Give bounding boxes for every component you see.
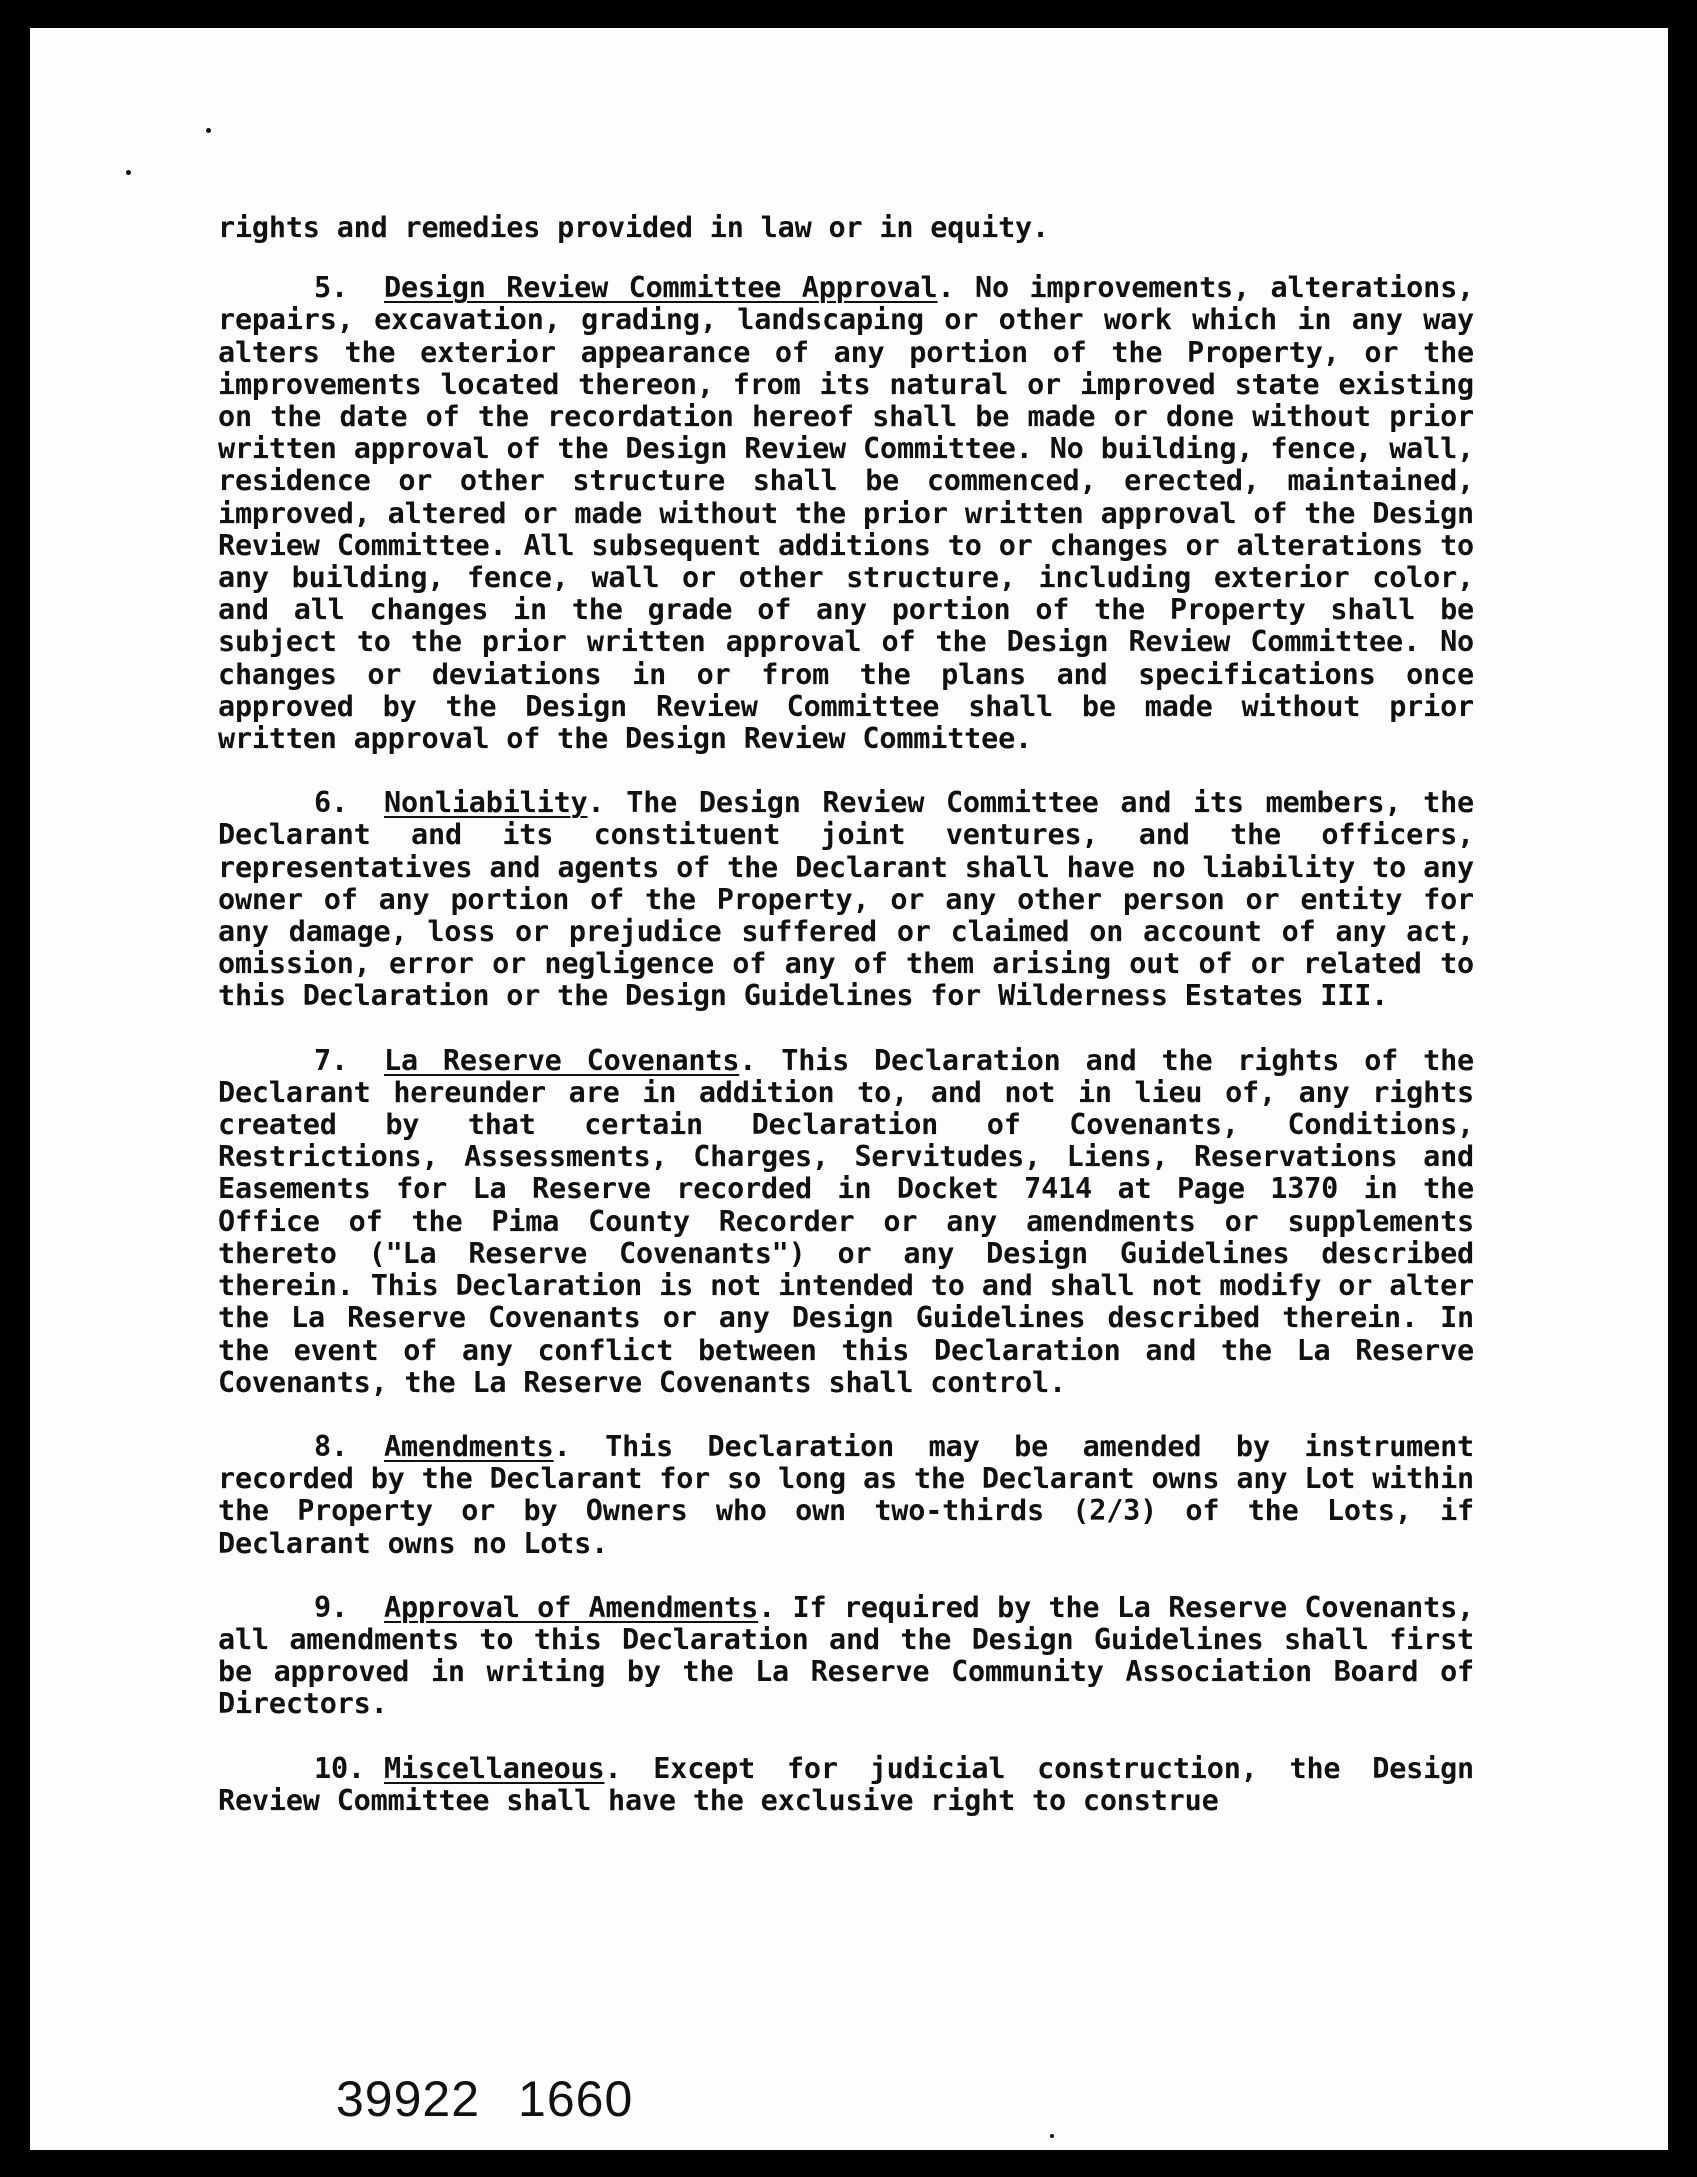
section-heading: Nonliability <box>384 786 588 820</box>
section-9 <box>218 1592 1474 1721</box>
section-8 <box>218 1431 1474 1560</box>
docket-number: 39922 <box>336 2071 481 2127</box>
section-number: 6. <box>314 786 348 820</box>
section-number: 9. <box>314 1590 348 1624</box>
section-number: 8. <box>314 1429 348 1463</box>
section-heading: La Reserve Covenants <box>384 1043 740 1077</box>
section-body: . This Declaration and the rights of the Declarant hereunder are in addition to, and not in lieu of, any rights created by that certain Declaration of Covenants, Conditions, Restrictions, Assessments, Charges, Servitudes, Liens, Reservations and Easements for La Reserve recorded in Docket 7414 at Page 1370 in the Office of the Pima County Recorder or any amendments or supplements thereto ("La Reserve Covenants") or any Design Guidelines described therein. This Declaration is not intended to and shall not modify or alter the La Reserve Covenants or any Design Guidelines described therein. In the event of any conflict between this Declaration and the La Reserve Covenants, the La Reserve Covenants shall control. <box>218 1043 1474 1399</box>
section-heading: Design Review Committee Approval <box>384 271 938 305</box>
document-body <box>218 212 1474 1849</box>
opening-line: rights and remedies provided in law or in equity. <box>218 211 1049 244</box>
section-body: . No improvements, alterations, repairs, excavation, grading, landscaping or other work which in any way alters the exterior appearance of any portion of the Property, or the improvements located thereon, from its natural or improved state existing on the date of the recordation hereof shall be made or done without prior written approval of the Design Review Committee. No building, fence, wall, residence or other structure shall be commenced, erected, maintained, improved, altered or made without the prior written approval of the Design Review Committee. All subsequent additions to or changes or alterations to any building, fence, wall or other structure, including exterior color, and all changes in the grade of any portion of the Property shall be subject to the prior written approval of the Design Review Committee. No changes or deviations in or from the plans and specifications once approved by the Design Review Committee shall be made without prior written approval of the Design Review Committee. <box>218 271 1475 756</box>
section-number: 5. <box>314 271 348 305</box>
section-heading: Miscellaneous <box>384 1751 605 1785</box>
page-number: 1660 <box>518 2071 634 2127</box>
scan-speck <box>206 128 211 133</box>
section-7 <box>218 1045 1474 1399</box>
section-5 <box>218 272 1474 755</box>
docket-page-stamp <box>336 2070 671 2128</box>
section-body: . Except for judicial construction, the Design Review Committee shall have the exclusive right to construe <box>218 1751 1474 1817</box>
section-body: . If required by the La Reserve Covenants, all amendments to this Declaration and the Design Guidelines shall first be approved in writing by the La Reserve Community Association Board of Directors. <box>218 1590 1474 1721</box>
section-body: . The Design Review Committee and its members, the Declarant and its constituent joint ventures, and the officers, representatives and agents of the Declarant shall have no liability to any owner of any portion of the Property, or any other person or entity for any damage, loss or prejudice suffered or claimed on account of any act, omission, error or negligence of any of them arising out of or related to this Declaration or the Design Guidelines for Wilderness Estates III. <box>218 786 1474 1013</box>
section-body: . This Declaration may be amended by instrument recorded by the Declarant for so long as the Declarant owns any Lot within the Property or by Owners who own two-thirds (2/3) of the Lots, if Declarant owns no Lots. <box>218 1429 1474 1560</box>
section-number: 7. <box>314 1043 348 1077</box>
section-heading: Approval of Amendments <box>384 1590 759 1624</box>
scan-speck <box>126 170 131 175</box>
scan-speck <box>1050 2134 1054 2138</box>
section-10 <box>218 1753 1474 1817</box>
section-6 <box>218 787 1474 1012</box>
section-heading: Amendments <box>384 1429 554 1463</box>
section-number: 10. <box>314 1751 365 1785</box>
